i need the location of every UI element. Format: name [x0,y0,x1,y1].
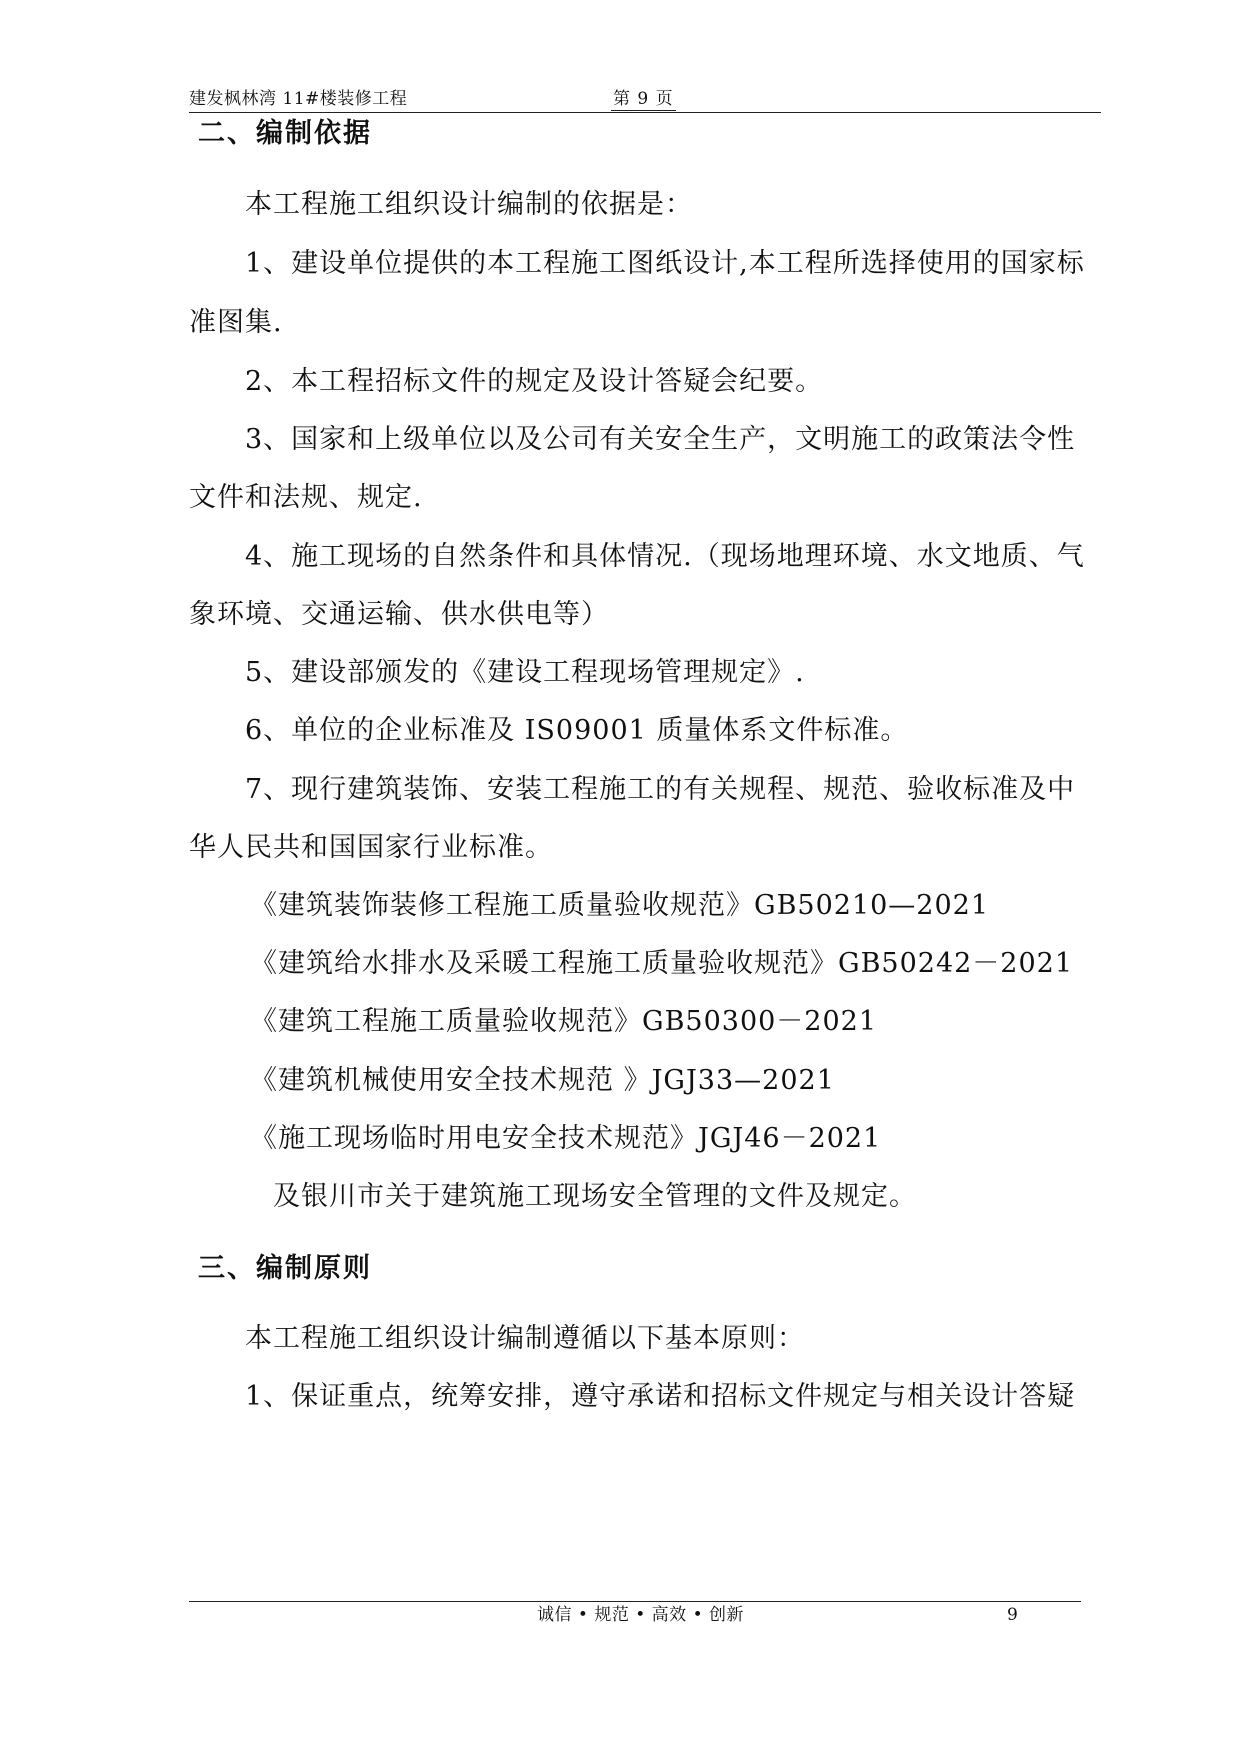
basis-item-5: 5、建设部颁发的《建设工程现场管理规定》. [245,657,805,688]
standard-item: 《建筑工程施工质量验收规范》GB50300－2021 [250,1006,878,1037]
standard-item: 《建筑给水排水及采暖工程施工质量验收规范》GB50242－2021 [250,948,1074,979]
page-header [189,88,1101,113]
basis-item-1-line-1: 1、建设单位提供的本工程施工图纸设计,本工程所选择使用的国家标 [245,248,1085,279]
footer-page-number: 9 [1007,1605,1018,1625]
basis-item-2: 2、本工程招标文件的规定及设计答疑会纪要。 [245,366,824,397]
basis-item-4-line-2: 象环境、交通运输、供水供电等） [189,599,609,630]
standard-item: 《建筑机械使用安全技术规范 》JGJ33—2021 [250,1065,835,1096]
standard-item: 《施工现场临时用电安全技术规范》JGJ46－2021 [250,1123,882,1154]
section-heading-basis: 二、编制依据 [198,118,372,149]
footer-motto: 诚信 • 规范 • 高效 • 创新 [537,1605,745,1625]
header-page-label: 第 9 页 [611,88,676,113]
basis-item-4-line-1: 4、施工现场的自然条件和具体情况.（现场地理环境、水文地质、气 [245,541,1085,572]
principles-item-1: 1、保证重点，统筹安排，遵守承诺和招标文件规定与相关设计答疑 [245,1381,1076,1412]
basis-item-6: 6、单位的企业标准及 IS09001 质量体系文件标准。 [245,715,909,746]
footer-rule [189,1601,1081,1602]
basis-intro: 本工程施工组织设计编制的依据是： [245,189,693,220]
basis-closing: 及银川市关于建筑施工现场安全管理的文件及规定。 [273,1181,917,1212]
header-project-name: 建发枫林湾 11#楼装修工程 [189,89,408,109]
basis-item-1-line-2: 准图集. [189,307,283,338]
basis-item-3-line-1: 3、国家和上级单位以及公司有关安全生产，文明施工的政策法令性 [245,424,1076,455]
principles-intro: 本工程施工组织设计编制遵循以下基本原则： [245,1323,805,1354]
basis-item-3-line-2: 文件和法规、规定. [189,482,423,513]
standard-item: 《建筑装饰装修工程施工质量验收规范》GB50210—2021 [250,890,990,921]
basis-item-7-line-1: 7、现行建筑装饰、安装工程施工的有关规程、规范、验收标准及中 [245,774,1076,805]
section-heading-principles: 三、编制原则 [198,1253,372,1284]
basis-item-7-line-2: 华人民共和国国家行业标准。 [189,832,553,863]
